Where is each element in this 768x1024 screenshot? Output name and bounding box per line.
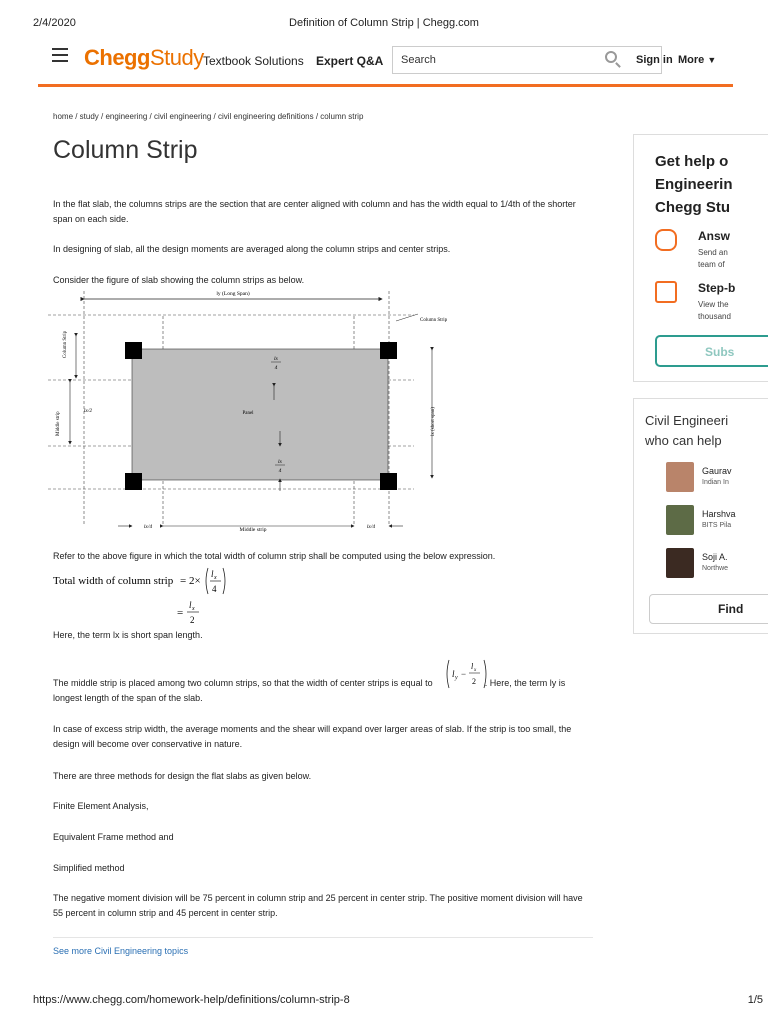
print-page-number: 1/5 [747, 994, 763, 1006]
middle-strip-text-b: . Here, the term ly is longest length of the span of the slab. [53, 678, 566, 703]
svg-text:lx/4: lx/4 [366, 524, 376, 530]
svg-text:2: 2 [190, 615, 195, 625]
panel-label: Panel [242, 411, 254, 416]
divider [53, 937, 593, 938]
card-title-line-2: Engineerin [655, 176, 733, 193]
experts-title-line-2: who can help [645, 433, 722, 448]
feature-answers-desc-line-2: team of [698, 260, 725, 269]
paragraph-refer-figure: Refer to the above figure in which the total width of column strip shall be computed using the below expression. [53, 551, 496, 561]
sign-in-link[interactable]: Sign in [636, 54, 673, 66]
feature-answers-desc [698, 247, 728, 271]
nav-expert-qa[interactable]: Expert Q&A [316, 54, 384, 68]
paragraph-excess-strip: In case of excess strip width, the average moments and the shear will expand over larger areas of slab. If the strip is too small, the design will become over conservative in nature. [53, 724, 572, 749]
subscribe-label: Subs [705, 345, 735, 359]
top-navigation-bar [38, 42, 733, 87]
feature-stepbystep-desc-line-2: thousand [698, 312, 731, 321]
svg-text:=: = [177, 607, 184, 619]
avatar [666, 505, 694, 535]
paragraph-moment-division: The negative moment division will be 75 percent in column strip and 25 percent in center strip. The positive moment division will have 55 percent in column strip and 45 percent in center strip. [53, 893, 583, 918]
print-date: 2/4/2020 [33, 17, 76, 29]
svg-text:l: l [471, 662, 474, 671]
experts-card [633, 398, 768, 634]
paragraph-design-moments: In designing of slab, all the design moments are averaged along the column strips and center strips. [53, 244, 451, 254]
svg-text:lx/2: lx/2 [83, 408, 93, 414]
svg-text:x: x [192, 606, 195, 612]
search-input[interactable] [393, 47, 609, 73]
subscribe-button[interactable] [655, 335, 768, 367]
more-menu[interactable] [678, 54, 716, 66]
breadcrumb[interactable]: home / study / engineering / civil engineering / civil engineering definitions / column strip [53, 112, 364, 121]
long-span-label: ly (Long Span) [216, 291, 250, 297]
expert-school: Indian In [702, 479, 729, 486]
feature-stepbystep-desc [698, 299, 731, 323]
formula-total-label: Total width of column strip [53, 575, 174, 587]
feature-answers-desc-line-1: Send an [698, 248, 728, 257]
find-expert-button[interactable] [649, 594, 768, 624]
expert-item[interactable] [634, 462, 768, 496]
svg-text:l: l [452, 669, 455, 679]
method-equivalent-frame: Equivalent Frame method and [53, 832, 174, 842]
paragraph-consider-figure: Consider the figure of slab showing the column strips as below. [53, 275, 305, 285]
expert-item[interactable] [634, 548, 768, 582]
card-title-line-1: Get help o [655, 153, 729, 170]
svg-text:x: x [214, 575, 217, 581]
short-span-label: lx (short span) [431, 407, 436, 436]
paragraph-definition: In the flat slab, the columns strips are the section that are center aligned with column and has the width equal to 1/4th of the shorter span on each side. [53, 199, 576, 224]
logo-chegg: Chegg [84, 45, 150, 70]
svg-text:l: l [189, 600, 192, 610]
card-title-line-3: Chegg Stu [655, 199, 730, 216]
svg-text:l: l [211, 569, 214, 579]
see-more-topics-link[interactable]: See more Civil Engineering topics [53, 946, 189, 956]
expert-school: BITS Pila [702, 522, 732, 529]
column-strip-label: Column Strip [420, 318, 448, 323]
method-finite-element: Finite Element Analysis, [53, 801, 149, 811]
feature-answers-title: Answ [698, 229, 731, 243]
middle-strip-side-label: Middle strip [56, 411, 61, 436]
expert-name: Soji A. [702, 552, 728, 562]
avatar [666, 462, 694, 492]
page-title: Column Strip [53, 136, 198, 164]
subscribe-card [633, 134, 768, 382]
column-strip-figure [48, 286, 448, 551]
chat-bubble-icon [655, 229, 677, 251]
chegg-study-logo[interactable] [84, 45, 204, 71]
svg-text:lx: lx [274, 356, 278, 362]
formula-total-width [53, 564, 253, 598]
svg-text:= 2×: = 2× [180, 575, 201, 587]
svg-text:lx: lx [278, 459, 282, 465]
middle-strip-bottom-label: Middle strip [239, 527, 267, 533]
expert-name: Gaurav [702, 466, 732, 476]
print-url: https://www.chegg.com/homework-help/definitions/column-strip-8 [33, 994, 350, 1006]
hamburger-menu-icon[interactable] [52, 48, 68, 62]
svg-text:y: y [455, 675, 458, 681]
middle-strip-text-a: The middle strip is placed among two column strips, so that the width of center strips is equal to [53, 678, 433, 688]
svg-text:4: 4 [278, 468, 282, 474]
avatar [666, 548, 694, 578]
svg-text:4: 4 [212, 584, 217, 594]
expert-school: Northwe [702, 565, 729, 572]
svg-text:lx/4: lx/4 [143, 524, 153, 530]
experts-card-title [645, 411, 728, 451]
search-icon[interactable] [605, 51, 617, 63]
svg-text:−: − [461, 669, 467, 679]
feature-stepbystep-desc-line-1: View the [698, 300, 729, 309]
nav-textbook-solutions[interactable]: Textbook Solutions [203, 54, 304, 68]
expert-item[interactable] [634, 505, 768, 539]
experts-title-line-1: Civil Engineeri [645, 413, 729, 428]
checklist-icon [655, 281, 677, 303]
expert-name: Harshva [702, 509, 736, 519]
method-simplified: Simplified method [53, 863, 125, 873]
svg-text:2: 2 [472, 677, 476, 686]
formula-result [160, 596, 220, 628]
print-title: Definition of Column Strip | Chegg.com [289, 17, 479, 29]
search-box [392, 46, 662, 74]
paragraph-short-span: Here, the term lx is short span length. [53, 630, 203, 640]
paragraph-three-methods: There are three methods for design the flat slabs as given below. [53, 771, 312, 781]
logo-study: Study [149, 45, 204, 70]
paragraph-middle-strip [53, 676, 593, 706]
svg-text:4: 4 [274, 365, 278, 371]
subscribe-card-title [655, 150, 733, 219]
formula-middle-strip [444, 657, 492, 691]
more-label: More [678, 54, 705, 66]
chevron-down-icon: ▼ [707, 55, 717, 65]
svg-text:x: x [474, 668, 477, 673]
feature-stepbystep-title: Step-b [698, 281, 736, 295]
find-label: Find [718, 602, 744, 616]
column-strip-side-label: Column Strip [63, 330, 68, 358]
